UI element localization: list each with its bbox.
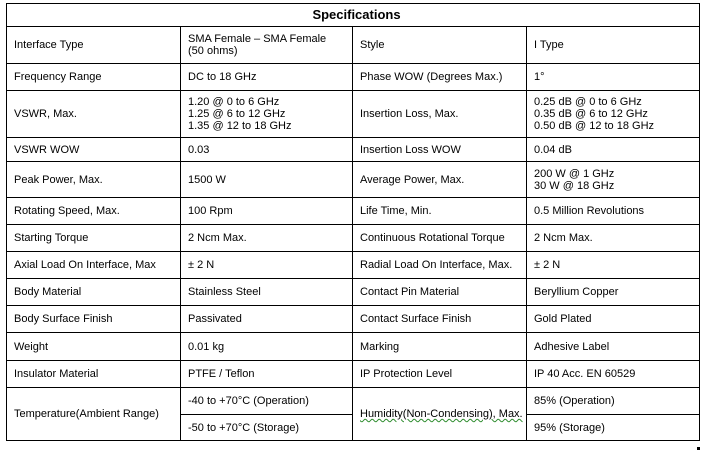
spec-value: Stainless Steel <box>181 279 353 306</box>
spec-label: Life Time, Min. <box>353 198 527 225</box>
spec-label: Axial Load On Interface, Max <box>7 252 181 279</box>
spec-label: Insulator Material <box>7 361 181 388</box>
spec-label: Insertion Loss WOW <box>353 138 527 162</box>
spec-label: Continuous Rotational Torque <box>353 225 527 252</box>
table-row <box>7 361 700 388</box>
spec-label: Rotating Speed, Max. <box>7 198 181 225</box>
spec-value <box>181 225 353 252</box>
spec-label-text: Humidity(Non-Condensing), Max. <box>360 408 523 420</box>
spec-value: -50 to +70°C (Storage) <box>181 415 353 441</box>
spec-value: Beryllium Copper <box>527 279 700 306</box>
spec-value: IP 40 Acc. EN 60529 <box>527 361 700 388</box>
spec-value: ± 2 N <box>181 252 353 279</box>
spec-value: Passivated <box>181 306 353 333</box>
spec-value-text: 2 Ncm Max. <box>188 232 247 244</box>
spec-label: VSWR, Max. <box>7 91 181 138</box>
spec-label <box>353 388 527 441</box>
table-row <box>7 333 700 361</box>
table-row <box>7 225 700 252</box>
spec-value: 95% (Storage) <box>527 415 700 441</box>
table-row <box>7 64 700 91</box>
spec-value: 0.03 <box>181 138 353 162</box>
spec-label: Interface Type <box>7 27 181 64</box>
spec-label: Starting Torque <box>7 225 181 252</box>
spec-value: 0.25 dB @ 0 to 6 GHz 0.35 dB @ 6 to 12 GHz 0.50 dB @ 12 to 18 GHz <box>527 91 700 138</box>
table-row <box>7 138 700 162</box>
spec-value: Gold Plated <box>527 306 700 333</box>
spec-value: PTFE / Teflon <box>181 361 353 388</box>
spec-label: Body Surface Finish <box>7 306 181 333</box>
spec-value: 0.04 dB <box>527 138 700 162</box>
spec-label: Contact Surface Finish <box>353 306 527 333</box>
spec-value: 1° <box>527 64 700 91</box>
spec-label: Weight <box>7 333 181 361</box>
spec-label: Marking <box>353 333 527 361</box>
spec-label: IP Protection Level <box>353 361 527 388</box>
table-row <box>7 279 700 306</box>
table-row <box>7 162 700 198</box>
spec-value: 100 Rpm <box>181 198 353 225</box>
table-row <box>7 27 700 64</box>
spec-label: Body Material <box>7 279 181 306</box>
spec-label: Average Power, Max. <box>353 162 527 198</box>
title-row <box>7 4 700 27</box>
spec-label: Contact Pin Material <box>353 279 527 306</box>
spec-value: SMA Female – SMA Female (50 ohms) <box>181 27 353 64</box>
spec-label: Frequency Range <box>7 64 181 91</box>
table-row <box>7 388 700 415</box>
spec-label: Radial Load On Interface, Max. <box>353 252 527 279</box>
spec-value: -40 to +70°C (Operation) <box>181 388 353 415</box>
spec-value: 0.5 Million Revolutions <box>527 198 700 225</box>
spec-value: 1.20 @ 0 to 6 GHz 1.25 @ 6 to 12 GHz 1.35 @ 12 to 18 GHz <box>181 91 353 138</box>
spec-label: Peak Power, Max. <box>7 162 181 198</box>
table-row <box>7 252 700 279</box>
spec-value: ± 2 N <box>527 252 700 279</box>
spec-value: DC to 18 GHz <box>181 64 353 91</box>
spec-value: 85% (Operation) <box>527 388 700 415</box>
spec-label: Style <box>353 27 527 64</box>
table-row <box>7 91 700 138</box>
table-title: Specifications <box>7 4 700 27</box>
specifications-table <box>6 3 700 441</box>
spec-value: I Type <box>527 27 700 64</box>
spec-value: 2 Ncm Max. <box>527 225 700 252</box>
spec-label: Insertion Loss, Max. <box>353 91 527 138</box>
spec-label: Temperature(Ambient Range) <box>7 388 181 441</box>
resize-handle <box>697 447 700 450</box>
spec-value: Adhesive Label <box>527 333 700 361</box>
table-row <box>7 306 700 333</box>
table-row <box>7 198 700 225</box>
spec-value: 1500 W <box>181 162 353 198</box>
spec-label: VSWR WOW <box>7 138 181 162</box>
spec-value: 0.01 kg <box>181 333 353 361</box>
spec-value: 200 W @ 1 GHz 30 W @ 18 GHz <box>527 162 700 198</box>
spec-label: Phase WOW (Degrees Max.) <box>353 64 527 91</box>
